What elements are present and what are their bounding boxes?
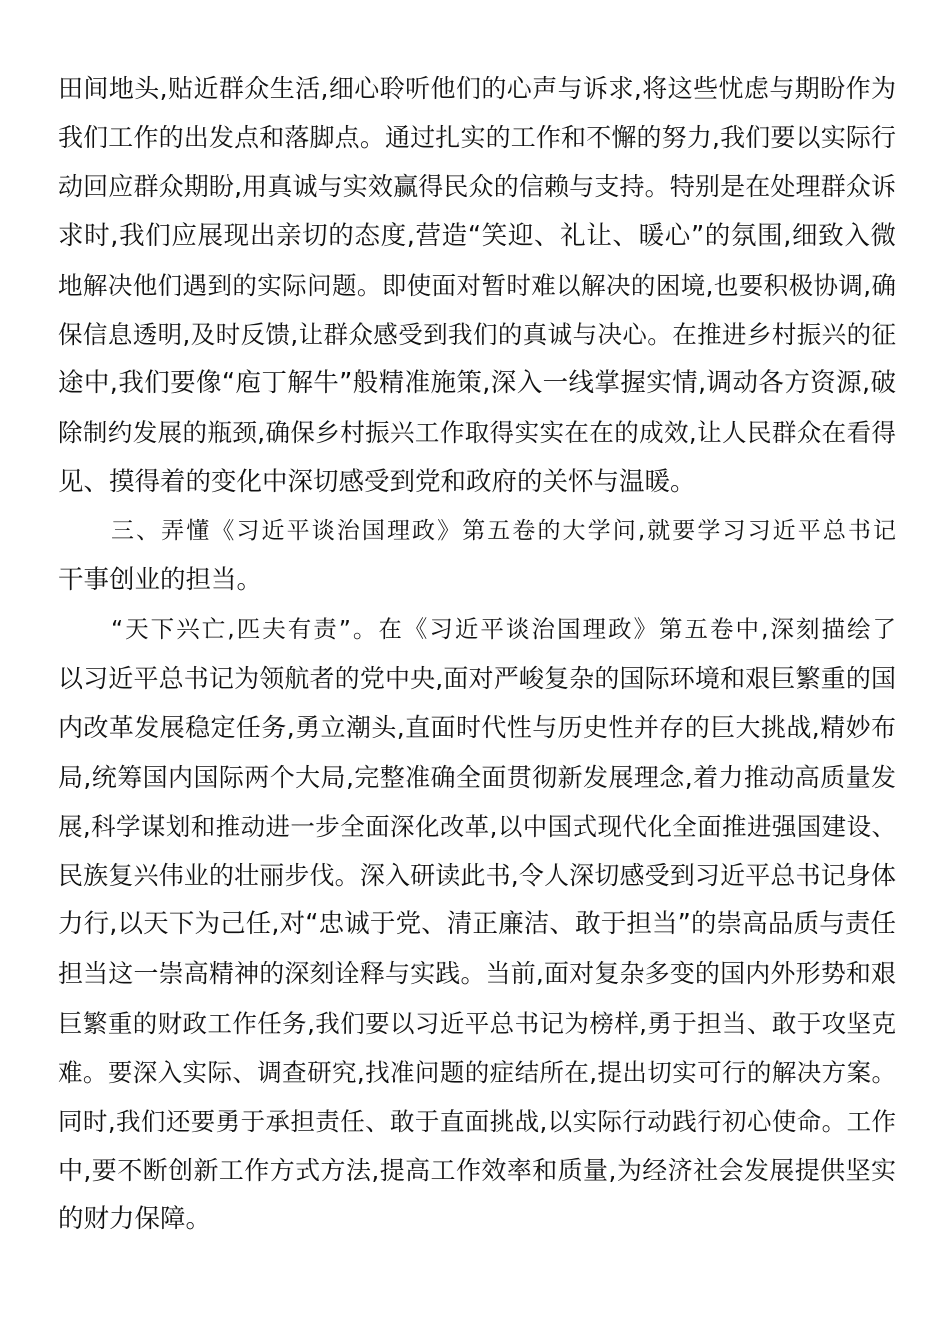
paragraph-rural-revitalization xyxy=(58,64,896,507)
text-line: 途中,我们要像“庖丁解牛”般精准施策,深入一线掌握实情,调动各方资源,破 xyxy=(58,368,896,399)
text-line: 我们工作的出发点和落脚点。通过扎实的工作和不懈的努力,我们要以实际行 xyxy=(58,123,896,153)
text-line: 内改革发展稳定任务,勇立潮头,直面时代性与历史性并存的巨大挑战,精妙布 xyxy=(58,713,896,743)
text-line: 动回应群众期盼,用真诚与实效赢得民众的信赖与支持。特别是在处理群众诉 xyxy=(58,172,896,202)
section-heading-three xyxy=(58,507,896,605)
text-line: 保信息透明,及时反馈,让群众感受到我们的真诚与决心。在推进乡村振兴的征 xyxy=(58,319,896,349)
text-line: 田间地头,贴近群众生活,细心聆听他们的心声与诉求,将这些忧虑与期盼作为 xyxy=(58,74,896,103)
document-page xyxy=(58,64,896,1245)
text-line: 地解决他们遇到的实际问题。即使面对暂时难以解决的困境,也要积极协调,确 xyxy=(58,270,896,300)
text-line: 的财力保障。 xyxy=(58,1204,212,1235)
heading-line: 干事创业的担当。 xyxy=(58,564,263,595)
text-line: 局,统筹国内国际两个大局,完整准确全面贯彻新发展理念,着力推动高质量发 xyxy=(58,762,896,792)
text-line: “天下兴亡,匹夫有责”。在《习近平谈治国理政》第五卷中,深刻描绘了 xyxy=(111,615,896,644)
text-line: 难。要深入实际、调查研究,找准问题的症结所在,提出切实可行的解决方案。 xyxy=(58,1057,896,1087)
heading-line: 三、弄懂《习近平谈治国理政》第五卷的大学问,就要学习习近平总书记 xyxy=(111,517,896,544)
text-line: 除制约发展的瓶颈,确保乡村振兴工作取得实实在在的成效,让人民群众在看得 xyxy=(58,418,896,448)
text-line: 见、摸得着的变化中深切感受到党和政府的关怀与温暖。 xyxy=(58,466,696,497)
text-line: 同时,我们还要勇于承担责任、敢于直面挑战,以实际行动践行初心使命。工作 xyxy=(58,1106,896,1136)
text-line: 民族复兴伟业的壮丽步伐。深入研读此书,令人深切感受到习近平总书记身体 xyxy=(58,861,896,890)
text-line: 展,科学谋划和推动进一步全面深化改革,以中国式现代化全面推进强国建设、 xyxy=(58,811,896,841)
text-line: 担当这一崇高精神的深刻诠释与实践。当前,面对复杂多变的国内外形势和艰 xyxy=(58,959,896,989)
text-line: 以习近平总书记为领航者的党中央,面对严峻复杂的国际环境和艰巨繁重的国 xyxy=(58,664,896,694)
text-line: 中,要不断创新工作方式方法,提高工作效率和质量,为经济社会发展提供坚实 xyxy=(58,1156,896,1186)
text-line: 求时,我们应展现出亲切的态度,营造“笑迎、礼让、暖心”的氛围,细致入微 xyxy=(58,220,896,251)
text-line: 力行,以天下为己任,对“忠诚于党、清正廉洁、敢于担当”的崇高品质与责任 xyxy=(58,909,896,940)
paragraph-responsibility xyxy=(58,605,896,1244)
text-line: 巨繁重的财政工作任务,我们要以习近平总书记为榜样,勇于担当、敢于攻坚克 xyxy=(58,1008,896,1038)
